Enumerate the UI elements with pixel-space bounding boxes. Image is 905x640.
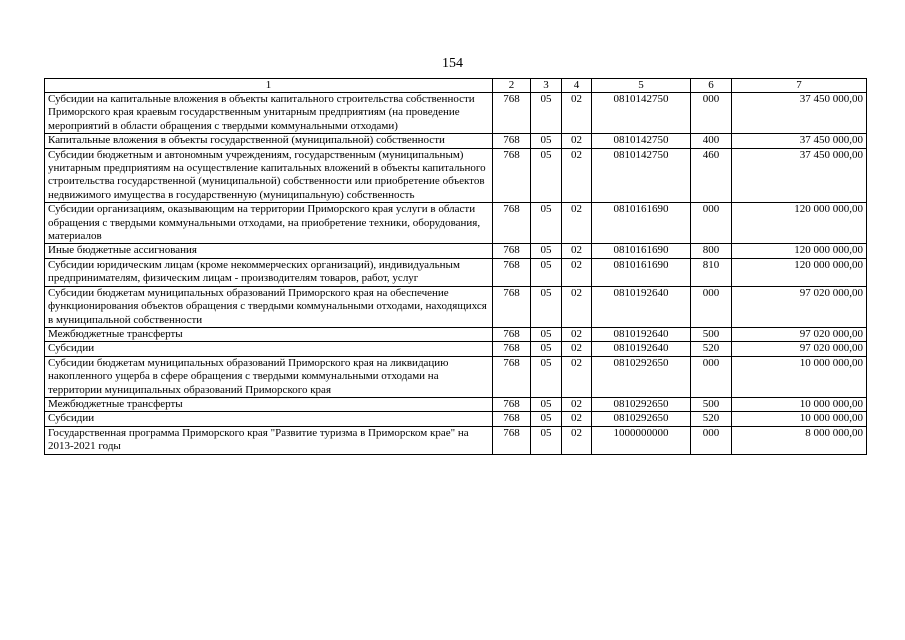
row-ministry-code: 768 (493, 134, 531, 148)
row-amount: 120 000 000,00 (732, 203, 867, 244)
row-subsection-code: 02 (562, 134, 592, 148)
row-name-cell: Субсидии юридическим лицам (кроме некоммерческих организаций), индивидуальным предпринимателям, физическим лицам - производителям товаров, работ, услуг (45, 258, 493, 286)
row-ministry-code: 768 (493, 426, 531, 454)
row-section-code: 05 (531, 286, 562, 327)
table-row (45, 412, 867, 426)
table-row (45, 148, 867, 203)
row-amount: 120 000 000,00 (732, 244, 867, 258)
row-section-code: 05 (531, 342, 562, 356)
row-target-code: 0810292650 (592, 356, 691, 397)
row-name-cell: Субсидии (45, 412, 493, 426)
row-name-cell: Межбюджетные трансферты (45, 397, 493, 411)
row-target-code: 0810192640 (592, 327, 691, 341)
row-expense-type-code: 500 (691, 327, 732, 341)
row-subsection-code: 02 (562, 397, 592, 411)
row-subsection-code: 02 (562, 426, 592, 454)
row-name-cell: Капитальные вложения в объекты государственной (муниципальной) собственности (45, 134, 493, 148)
row-expense-type-code: 520 (691, 412, 732, 426)
row-target-code: 0810292650 (592, 397, 691, 411)
row-subsection-code: 02 (562, 203, 592, 244)
row-name-cell: Субсидии бюджетам муниципальных образований Приморского края на обеспечение функционирования объектов обращения с твердыми коммунальными отходами, находящихся в муниципальной собственности (45, 286, 493, 327)
row-target-code: 0810161690 (592, 258, 691, 286)
row-ministry-code: 768 (493, 258, 531, 286)
row-amount: 10 000 000,00 (732, 397, 867, 411)
row-amount: 37 450 000,00 (732, 148, 867, 203)
row-target-code: 0810192640 (592, 342, 691, 356)
row-ministry-code: 768 (493, 286, 531, 327)
row-subsection-code: 02 (562, 342, 592, 356)
row-name-cell: Межбюджетные трансферты (45, 327, 493, 341)
row-amount: 8 000 000,00 (732, 426, 867, 454)
row-ministry-code: 768 (493, 93, 531, 134)
row-subsection-code: 02 (562, 148, 592, 203)
row-target-code: 0810161690 (592, 244, 691, 258)
row-target-code: 1000000000 (592, 426, 691, 454)
row-subsection-code: 02 (562, 286, 592, 327)
row-expense-type-code: 810 (691, 258, 732, 286)
row-name-cell: Субсидии организациям, оказывающим на территории Приморского края услуги в области обращения с твердыми коммунальными отходами, на приобретение техники, оборудования, материалов (45, 203, 493, 244)
row-section-code: 05 (531, 93, 562, 134)
row-target-code: 0810142750 (592, 93, 691, 134)
header-col-4: 4 (562, 79, 592, 93)
table-row (45, 426, 867, 454)
table-row (45, 258, 867, 286)
row-target-code: 0810292650 (592, 412, 691, 426)
table-row (45, 327, 867, 341)
row-expense-type-code: 000 (691, 93, 732, 134)
row-ministry-code: 768 (493, 327, 531, 341)
row-ministry-code: 768 (493, 397, 531, 411)
row-amount: 97 020 000,00 (732, 327, 867, 341)
row-subsection-code: 02 (562, 327, 592, 341)
table-row (45, 397, 867, 411)
row-target-code: 0810142750 (592, 148, 691, 203)
row-ministry-code: 768 (493, 412, 531, 426)
table-row (45, 203, 867, 244)
page-number: 154 (442, 56, 463, 71)
row-amount: 97 020 000,00 (732, 286, 867, 327)
row-expense-type-code: 460 (691, 148, 732, 203)
row-section-code: 05 (531, 397, 562, 411)
row-subsection-code: 02 (562, 93, 592, 134)
row-subsection-code: 02 (562, 412, 592, 426)
row-expense-type-code: 000 (691, 356, 732, 397)
row-section-code: 05 (531, 426, 562, 454)
table-row (45, 286, 867, 327)
row-ministry-code: 768 (493, 148, 531, 203)
row-ministry-code: 768 (493, 244, 531, 258)
header-col-7: 7 (732, 79, 867, 93)
table-row (45, 134, 867, 148)
row-name-cell: Субсидии бюджетным и автономным учреждениям, государственным (муниципальным) унитарным предприятиям на осуществление капитальных вложений в объекты капитального строительства государственной (муниципальной) собственности или приобретение объектов недвижимого имущества в государственную (муниципальную) собственность (45, 148, 493, 203)
table-row (45, 342, 867, 356)
row-section-code: 05 (531, 258, 562, 286)
table-body (45, 93, 867, 455)
row-amount: 97 020 000,00 (732, 342, 867, 356)
row-amount: 37 450 000,00 (732, 93, 867, 134)
row-expense-type-code: 000 (691, 203, 732, 244)
header-col-5: 5 (592, 79, 691, 93)
row-section-code: 05 (531, 148, 562, 203)
table-row (45, 356, 867, 397)
row-ministry-code: 768 (493, 203, 531, 244)
row-target-code: 0810161690 (592, 203, 691, 244)
row-section-code: 05 (531, 203, 562, 244)
budget-table (44, 78, 867, 455)
row-expense-type-code: 800 (691, 244, 732, 258)
row-subsection-code: 02 (562, 356, 592, 397)
row-subsection-code: 02 (562, 258, 592, 286)
row-section-code: 05 (531, 134, 562, 148)
row-amount: 10 000 000,00 (732, 412, 867, 426)
row-expense-type-code: 000 (691, 286, 732, 327)
row-target-code: 0810142750 (592, 134, 691, 148)
row-name-cell: Субсидии на капитальные вложения в объекты капитального строительства собственности Приморского края краевым государственным унитарным предприятиям (на проведение мероприятий в области обращения с твердыми коммунальными отходами) (45, 93, 493, 134)
row-section-code: 05 (531, 327, 562, 341)
row-amount: 37 450 000,00 (732, 134, 867, 148)
row-expense-type-code: 520 (691, 342, 732, 356)
table-row (45, 93, 867, 134)
row-name-cell: Государственная программа Приморского края "Развитие туризма в Приморском крае" на 2013-2021 годы (45, 426, 493, 454)
row-section-code: 05 (531, 412, 562, 426)
row-name-cell: Субсидии бюджетам муниципальных образований Приморского края на ликвидацию накопленного ущерба в сфере обращения с твердыми коммунальными отходами на территории муниципальных образований Приморского края (45, 356, 493, 397)
header-col-3: 3 (531, 79, 562, 93)
row-amount: 120 000 000,00 (732, 258, 867, 286)
row-section-code: 05 (531, 244, 562, 258)
row-subsection-code: 02 (562, 244, 592, 258)
header-col-1: 1 (45, 79, 493, 93)
row-name-cell: Субсидии (45, 342, 493, 356)
header-col-2: 2 (493, 79, 531, 93)
row-expense-type-code: 400 (691, 134, 732, 148)
row-ministry-code: 768 (493, 342, 531, 356)
row-name-cell: Иные бюджетные ассигнования (45, 244, 493, 258)
row-expense-type-code: 500 (691, 397, 732, 411)
row-expense-type-code: 000 (691, 426, 732, 454)
row-target-code: 0810192640 (592, 286, 691, 327)
row-amount: 10 000 000,00 (732, 356, 867, 397)
row-section-code: 05 (531, 356, 562, 397)
header-col-6: 6 (691, 79, 732, 93)
table-header-row (45, 79, 867, 93)
row-ministry-code: 768 (493, 356, 531, 397)
table-row (45, 244, 867, 258)
